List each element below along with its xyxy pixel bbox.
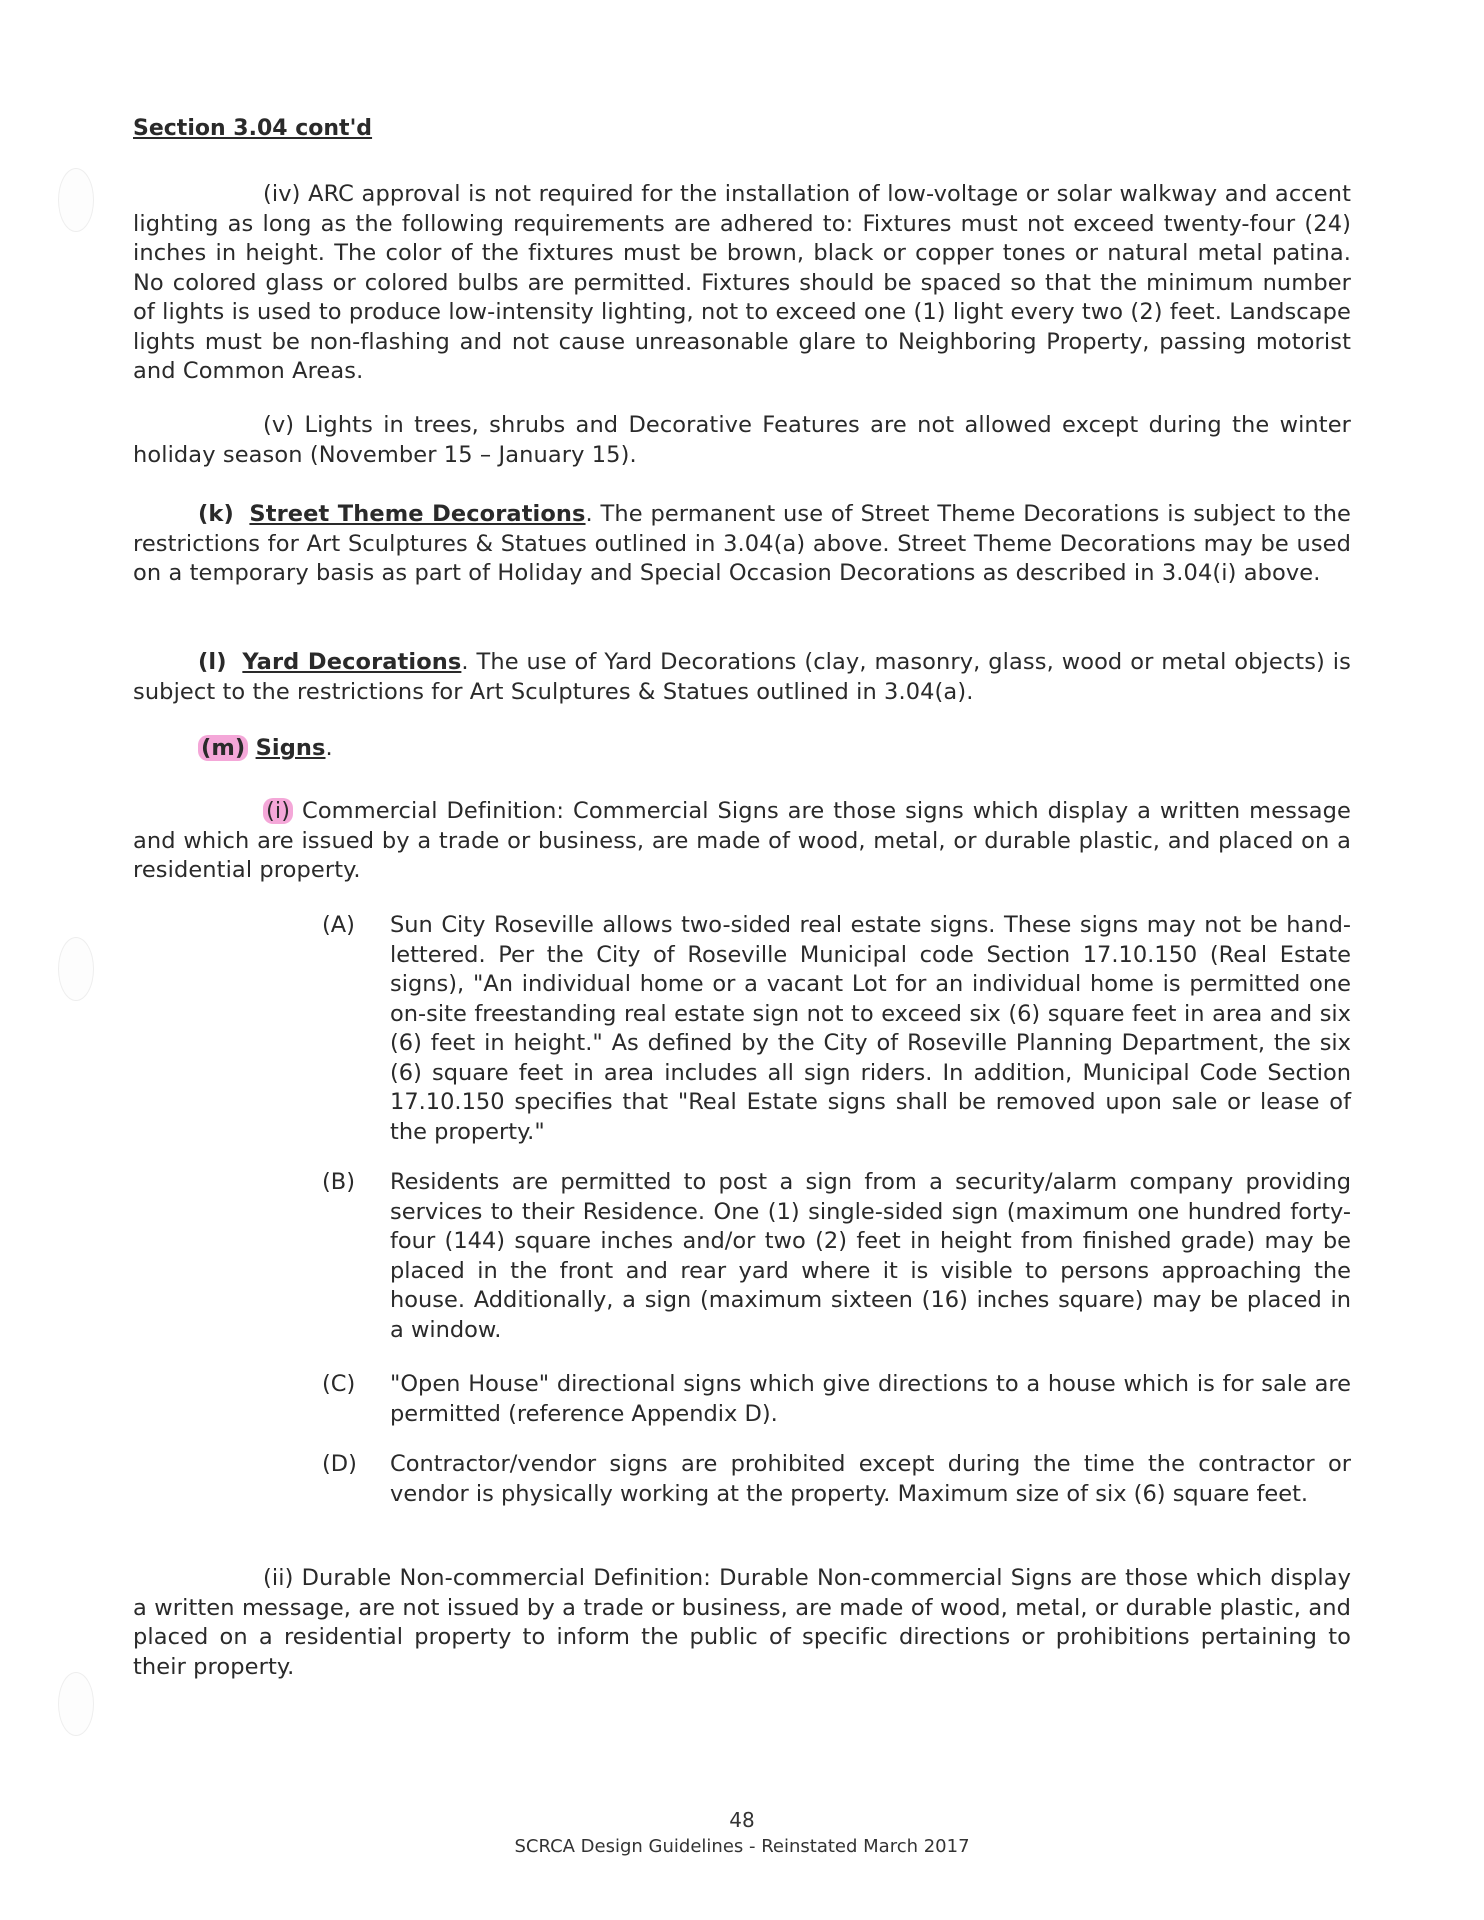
m-title: Signs <box>255 735 326 761</box>
item-text: Contractor/vendor signs are prohibited except during the time the contractor or vendor is physically working at the property. Maximum size of six (6) square feet. <box>390 1451 1351 1507</box>
paragraph-v: (v) Lights in trees, shrubs and Decorative Features are not allowed except during the winter holiday season (November 15 – January 15). <box>133 412 1351 468</box>
page-number: 48 <box>729 1808 755 1832</box>
item-text: Sun City Roseville allows two-sided real estate signs. These signs may not be hand-lettered. Per the City of Roseville Municipal code Section 17.10.150 (Real Estate signs), "An individual home or a vacant Lot for an individual home is permitted one on-site freestanding real estate sign not to exceed six (6) square feet in area and six (6) feet in height." As defined by the City of Roseville Planning Department, the six (6) square feet in area includes all sign riders. In addition, Municipal Code Section 17.10.150 specifies that "Real Estate signs shall be removed upon sale or lease of the property." <box>390 912 1351 1145</box>
item-label: (C) <box>322 1371 356 1397</box>
paragraph-l <box>133 648 1351 707</box>
punch-hole-top <box>58 168 94 232</box>
list-item <box>322 1450 1351 1509</box>
l-text: . The use of Yard Decorations (clay, masonry, glass, wood or metal objects) is subject to the restrictions for Art Sculptures & Statues outlined in 3.04(a). <box>133 649 1351 705</box>
punch-hole-bottom <box>58 1672 94 1736</box>
m-i-text: Commercial Definition: Commercial Signs are those signs which display a written message and which are issued by a trade or business, are made of wood, metal, or durable plastic, and placed on a residential property. <box>133 798 1351 883</box>
footer-title: SCRCA Design Guidelines - Reinstated March 2017 <box>514 1836 970 1857</box>
k-label: (k) <box>198 501 234 527</box>
list-item <box>322 1370 1351 1429</box>
paragraph-ii: (ii) Durable Non-commercial Definition: Durable Non-commercial Signs are those which display a written message, are not issued by a trade or business, are made of wood, metal, or durable plastic, and placed on a residential property to inform the public of specific directions or prohibitions pertaining to their property. <box>133 1565 1351 1680</box>
m-period: . <box>325 735 333 761</box>
l-title: Yard Decorations <box>242 649 462 675</box>
l-label: (l) <box>198 649 227 675</box>
k-text: . The permanent use of Street Theme Decorations is subject to the restrictions for Art Sculptures & Statues outlined in 3.04(a) above. Street Theme Decorations may be used on a temporary basis as part of Holiday and Special Occasion Decorations as described in 3.04(i) above. <box>133 501 1352 586</box>
paragraph-k <box>133 500 1351 589</box>
m-i-label: (i) <box>263 798 293 824</box>
section-heading: Section 3.04 cont'd <box>133 116 373 141</box>
paragraph-m <box>133 734 1351 764</box>
item-label: (B) <box>322 1169 355 1195</box>
paragraph-iv: (iv) ARC approval is not required for the installation of low-voltage or solar walkway and accent lighting as long as the following requirements are adhered to: Fixtures must not exceed twenty-four (24) inches in height. The color of the fixtures must be brown, black or copper tones or natural metal patina. No colored glass or colored bulbs are permitted. Fixtures should be spaced so that the minimum number of lights is used to produce low-intensity lighting, not to exceed one (1) light every two (2) feet. Landscape lights must be non-flashing and not cause unreasonable glare to Neighboring Property, passing motorist and Common Areas. <box>133 181 1351 384</box>
item-text: Residents are permitted to post a sign from a security/alarm company providing services to their Residence. One (1) single-sided sign (maximum one hundred forty-four (144) square inches and/or two (2) feet in height from finished grade) may be placed in the front and rear yard where it is visible to persons approaching the house. Additionally, a sign (maximum sixteen (16) inches square) may be placed in a window. <box>390 1169 1351 1343</box>
item-text: "Open House" directional signs which give directions to a house which is for sale are permitted (reference Appendix D). <box>390 1371 1351 1427</box>
m-label: (m) <box>198 735 248 761</box>
item-label: (A) <box>322 912 355 938</box>
item-label: (D) <box>322 1451 357 1477</box>
list-item <box>322 911 1351 1147</box>
paragraph-m-i <box>133 797 1351 886</box>
list-item <box>322 1168 1351 1345</box>
k-title: Street Theme Decorations <box>249 501 586 527</box>
punch-hole-middle <box>58 937 94 1001</box>
